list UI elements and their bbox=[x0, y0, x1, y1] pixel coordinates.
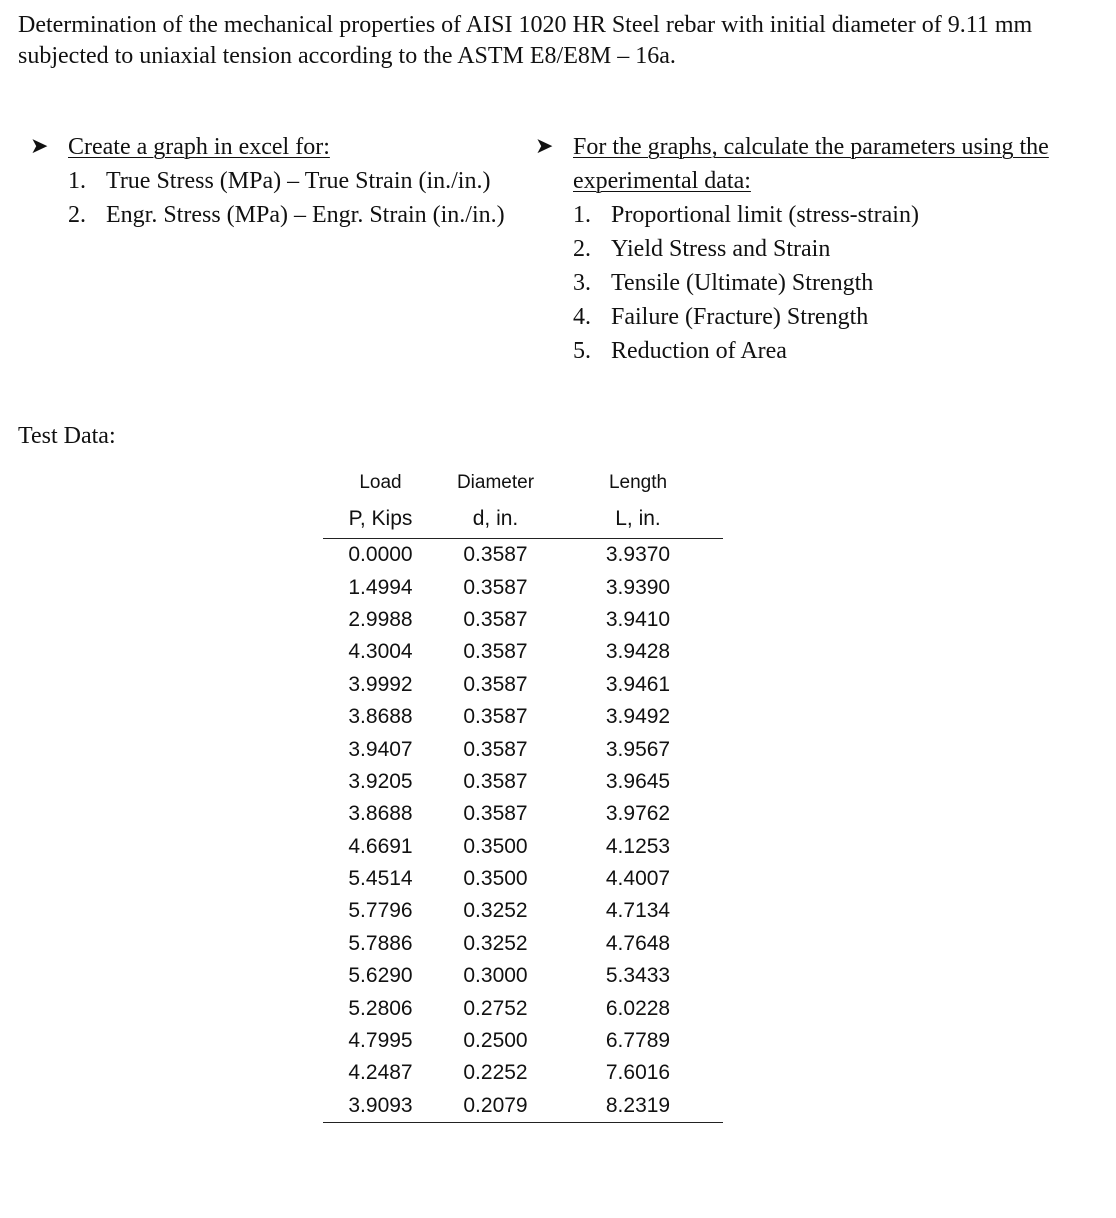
list-item-text: Proportional limit (stress-strain) bbox=[611, 202, 919, 228]
table-row bbox=[323, 1090, 723, 1123]
table-row bbox=[323, 571, 723, 603]
cell-load: 5.7886 bbox=[348, 931, 413, 955]
cell-diameter: 0.2079 bbox=[438, 1090, 553, 1123]
list-item-number: 1. bbox=[68, 168, 86, 194]
cell-diameter: 0.3587 bbox=[463, 802, 528, 826]
cell-length: 4.7134 bbox=[605, 899, 671, 923]
cell-diameter: 0.3587 bbox=[463, 575, 528, 599]
cell-diameter: 0.3587 bbox=[463, 640, 528, 664]
table-row bbox=[323, 928, 723, 960]
units-length: L, in. bbox=[553, 500, 723, 539]
cell-load: 3.9992 bbox=[348, 672, 413, 696]
list-item-text: Failure (Fracture) Strength bbox=[611, 304, 869, 330]
cell-load: 4.6691 bbox=[348, 834, 413, 858]
list-item-text: Reduction of Area bbox=[611, 338, 787, 364]
cell-length: 3.9428 bbox=[605, 640, 671, 664]
list-item bbox=[573, 232, 1095, 266]
document-title: Determination of the mechanical properties of AISI 1020 HR Steel rebar with initial diameter of 9.11 mm subjected to uniaxial tension according to the ASTM E8/E8M – 16a. bbox=[18, 12, 1033, 69]
parameter-instructions bbox=[535, 130, 1095, 368]
cell-diameter: 0.3252 bbox=[463, 931, 528, 955]
list-item bbox=[573, 334, 1095, 368]
list-item-number: 2. bbox=[68, 202, 86, 228]
list-item-text: True Stress (MPa) – True Strain (in./in.) bbox=[106, 168, 491, 194]
cell-length: 3.9492 bbox=[605, 705, 671, 729]
cell-length: 4.4007 bbox=[605, 867, 671, 891]
arrow-bullet-icon: ➤ bbox=[535, 134, 554, 159]
cell-diameter: 0.3000 bbox=[463, 964, 528, 988]
list-item bbox=[68, 198, 510, 232]
cell-diameter: 0.2252 bbox=[463, 1061, 528, 1085]
table-row bbox=[323, 1057, 723, 1089]
cell-length: 7.6016 bbox=[605, 1061, 671, 1085]
cell-length: 3.9461 bbox=[605, 672, 671, 696]
cell-length: 3.9410 bbox=[605, 607, 671, 631]
cell-length: 4.7648 bbox=[605, 931, 671, 955]
graph-bullet-text: Create a graph in excel for: bbox=[68, 134, 330, 160]
cell-diameter: 0.3587 bbox=[463, 737, 528, 761]
cell-diameter: 0.3587 bbox=[463, 705, 528, 729]
list-item bbox=[573, 198, 1095, 232]
cell-load: 3.8688 bbox=[348, 802, 413, 826]
table-body bbox=[323, 539, 723, 1123]
table-row bbox=[323, 733, 723, 765]
cell-diameter: 0.3587 bbox=[463, 543, 528, 567]
table-row bbox=[323, 636, 723, 668]
list-item bbox=[573, 266, 1095, 300]
test-data-table-container bbox=[323, 466, 723, 1123]
table-units-row bbox=[323, 500, 723, 539]
graph-bullet bbox=[30, 130, 510, 164]
cell-load: 3.8688 bbox=[348, 705, 413, 729]
cell-load: 5.6290 bbox=[348, 964, 413, 988]
list-item-number: 5. bbox=[573, 338, 591, 364]
cell-load: 4.3004 bbox=[348, 640, 413, 664]
list-item-number: 4. bbox=[573, 304, 591, 330]
list-item-text: Tensile (Ultimate) Strength bbox=[611, 270, 874, 296]
units-diameter: d, in. bbox=[438, 500, 553, 539]
cell-length: 3.9390 bbox=[605, 575, 671, 599]
header-length: Length bbox=[608, 472, 668, 493]
list-item-number: 1. bbox=[573, 202, 591, 228]
graph-list bbox=[30, 164, 510, 232]
header-diameter: Diameter bbox=[456, 472, 535, 493]
cell-load: 3.9093 bbox=[323, 1090, 438, 1123]
cell-diameter: 0.2500 bbox=[463, 1029, 528, 1053]
arrow-bullet-icon: ➤ bbox=[30, 134, 49, 159]
cell-load: 5.4514 bbox=[348, 867, 413, 891]
cell-load: 0.0000 bbox=[348, 543, 413, 567]
test-data-table bbox=[323, 466, 723, 1123]
cell-diameter: 0.3500 bbox=[463, 834, 528, 858]
cell-length: 8.2319 bbox=[553, 1090, 723, 1123]
table-row bbox=[323, 669, 723, 701]
cell-load: 2.9988 bbox=[348, 607, 413, 631]
cell-length: 3.9567 bbox=[605, 737, 671, 761]
cell-load: 3.9205 bbox=[348, 769, 413, 793]
cell-diameter: 0.3587 bbox=[463, 672, 528, 696]
cell-diameter: 0.3252 bbox=[463, 899, 528, 923]
cell-length: 5.3433 bbox=[605, 964, 671, 988]
table-row bbox=[323, 831, 723, 863]
list-item-number: 2. bbox=[573, 236, 591, 262]
table-row bbox=[323, 863, 723, 895]
parameter-bullet-text: For the graphs, calculate the parameters using the experimental data: bbox=[573, 134, 1049, 194]
list-item bbox=[68, 164, 510, 198]
cell-length: 3.9370 bbox=[605, 543, 671, 567]
table-row bbox=[323, 539, 723, 572]
cell-diameter: 0.3587 bbox=[463, 607, 528, 631]
cell-length: 3.9762 bbox=[605, 802, 671, 826]
cell-diameter: 0.2752 bbox=[463, 996, 528, 1020]
cell-load: 5.2806 bbox=[348, 996, 413, 1020]
parameter-bullet bbox=[535, 130, 1095, 198]
cell-diameter: 0.3500 bbox=[463, 867, 528, 891]
table-header-row bbox=[323, 466, 723, 500]
cell-length: 3.9645 bbox=[605, 769, 671, 793]
header-load: Load bbox=[359, 472, 402, 493]
cell-load: 1.4994 bbox=[348, 575, 413, 599]
list-item-text: Yield Stress and Strain bbox=[611, 236, 831, 262]
units-load: P, Kips bbox=[323, 500, 438, 539]
cell-diameter: 0.3587 bbox=[463, 769, 528, 793]
table-row bbox=[323, 798, 723, 830]
cell-load: 4.7995 bbox=[348, 1029, 413, 1053]
table-row bbox=[323, 701, 723, 733]
cell-length: 6.7789 bbox=[605, 1029, 671, 1053]
list-item-text: Engr. Stress (MPa) – Engr. Strain (in./in.) bbox=[106, 202, 505, 228]
table-row bbox=[323, 895, 723, 927]
cell-length: 6.0228 bbox=[605, 996, 671, 1020]
list-item-number: 3. bbox=[573, 270, 591, 296]
cell-load: 3.9407 bbox=[348, 737, 413, 761]
cell-load: 4.2487 bbox=[348, 1061, 413, 1085]
list-item bbox=[573, 300, 1095, 334]
table-row bbox=[323, 960, 723, 992]
table-row bbox=[323, 1025, 723, 1057]
cell-load: 5.7796 bbox=[348, 899, 413, 923]
test-data-label: Test Data: bbox=[18, 423, 116, 449]
graph-instructions bbox=[30, 130, 510, 232]
parameter-list bbox=[535, 198, 1095, 368]
table-row bbox=[323, 766, 723, 798]
cell-length: 4.1253 bbox=[605, 834, 671, 858]
table-row bbox=[323, 604, 723, 636]
table-row bbox=[323, 992, 723, 1024]
